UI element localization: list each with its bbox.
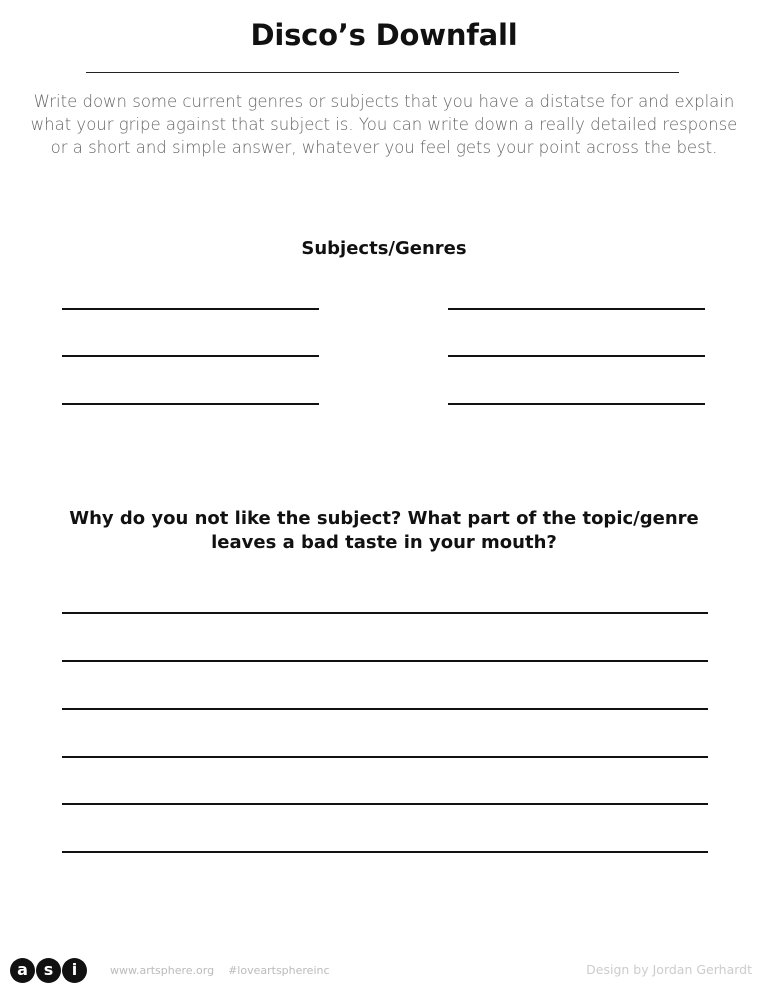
answer-line-5[interactable] <box>62 803 708 805</box>
subject-line-left-3[interactable] <box>62 403 319 405</box>
answer-line-1[interactable] <box>62 612 708 614</box>
answer-line-4[interactable] <box>62 756 708 758</box>
website-link[interactable]: www.artsphere.org <box>110 964 215 977</box>
subjects-heading: Subjects/Genres <box>301 238 467 259</box>
answer-line-3[interactable] <box>62 708 708 710</box>
logo-letter-i: i <box>62 958 87 983</box>
hashtag-text: #loveartsphereinc <box>228 964 330 977</box>
answer-line-2[interactable] <box>62 660 708 662</box>
subject-line-right-3[interactable] <box>448 403 705 405</box>
subject-line-right-1[interactable] <box>448 308 705 310</box>
subject-line-left-2[interactable] <box>62 355 319 357</box>
logo-letter-s: s <box>36 958 61 983</box>
logo-letter-a: a <box>10 958 35 983</box>
title-divider <box>86 72 679 73</box>
design-credit: Design by Jordan Gerhardt <box>586 962 752 977</box>
subject-line-left-1[interactable] <box>62 308 319 310</box>
instructions-text: Write down some current genres or subjects that you have a distatse for and explain what your gripe against that subject is. You can write down a really detailed response or a short and simple answer, whatever you feel gets your point across the best. <box>30 92 738 157</box>
question-heading <box>0 507 768 555</box>
answer-line-6[interactable] <box>62 851 708 853</box>
asi-logo <box>10 958 87 983</box>
footer-links <box>110 964 330 977</box>
page-title: Disco’s Downfall <box>250 18 518 52</box>
question-heading-line-2: leaves a bad taste in your mouth? <box>211 532 557 553</box>
question-heading-line-1: Why do you not like the subject? What part of the topic/genre <box>69 508 699 529</box>
subject-line-right-2[interactable] <box>448 355 705 357</box>
